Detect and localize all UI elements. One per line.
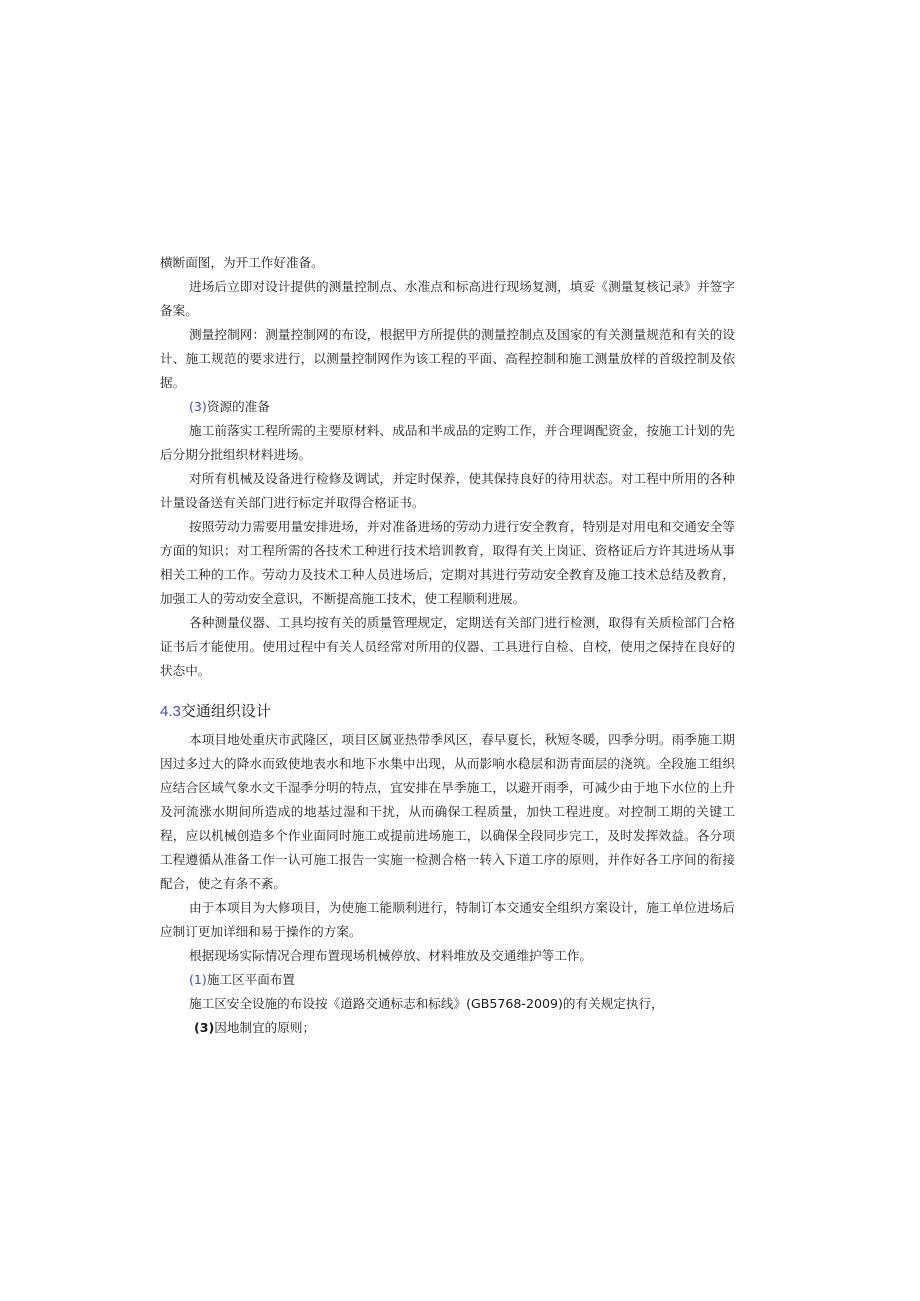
paragraph-survey-network: 测量控制网：测量控制网的布设，根据甲方所提供的测量控制点及国家的有关测量规范和有关的设计、施工规范的要求进行，以测量控制网作为该工程的平面、高程控制和施工测量放样的首级控制及依据。 — [160, 327, 735, 390]
sub-heading-number: (1) — [189, 972, 207, 987]
paragraph-major-repair: 由于本项目为大修项目，为使施工能顺利进行，特制订本交通安全组织方案设计，施工单位进场后应制订更加详细和易于操作的方案。 — [160, 900, 735, 939]
sub-heading-number: (3) — [194, 1020, 215, 1035]
paragraph-instruments: 各种测量仪器、工具均按有关的质量管理规定，定期送有关部门进行检测，取得有关质检部门合格证书后才能使用。使用过程中有关人员经常对所用的仪器、工具进行自检、自校，使用之保持在良好的状态中。 — [160, 615, 735, 678]
paragraph-labor: 按照劳动力需要用量安排进场，并对准备进场的劳动力进行安全教育，特别是对用电和交通安全等方面的知识；对工程所需的各技术工种进行技术培训教育，取得有关上岗证、资格证后方许其进场从事相关工种的工作。劳动力及技术工种人员进场后，定期对其进行劳动安全教育及施工技术总结及教育，加强工人的劳动安全意识，不断提高施工技术，使工程顺利进展。 — [160, 519, 735, 606]
paragraph-equipment: 对所有机械及设备进行检修及调试，并定时保养，使其保持良好的待用状态。对工程中所用的各种计量设备送有关部门进行标定并取得合格证书。 — [160, 471, 735, 510]
sub-heading-text: 资源的准备 — [206, 399, 270, 414]
section-title: 交通组织设计 — [180, 702, 271, 720]
section-heading — [160, 699, 735, 724]
document-page — [160, 251, 735, 1040]
sub-heading-resources — [160, 395, 735, 419]
sub-heading-text: 因地制宜的原则； — [214, 1020, 316, 1035]
paragraph-site-layout: 根据现场实际情况合理布置现场机械停放、材料堆放及交通维护等工作。 — [189, 948, 592, 963]
paragraph-continuation: 横断面图，为开工作好准备。 — [160, 255, 324, 270]
paragraph-project-overview: 本项目地处重庆市武隆区，项目区属亚热带季风区，春早夏长，秋短冬暖，四季分明。雨季施工期因过多过大的降水而致使地表水和地下水集中出现，从而影响水稳层和沥青面层的浇筑。全段施工组织应结合区域气象水文干湿季分明的特点，宜安排在旱季施工，以避开雨季，可减少由于地下水位的上升及河流涨水期间所造成的地基过湿和干扰，从而确保工程质量，加快工程进度。对控制工期的关键工程，应以机械创造多个作业面同时施工或提前进场施工，以确保全段同步完工，及时发挥效益。各分项工程遵循从准备工作一认可施工报告一实施一检测合格一转入下道工序的原则，并作好各工序间的衔接配合，使之有条不紊。 — [160, 732, 735, 891]
sub-heading-local-principle — [160, 1016, 735, 1040]
section-number: 4.3 — [160, 703, 181, 720]
sub-heading-construction-area — [160, 968, 735, 992]
paragraph-safety-facilities: 施工区安全设施的布设按《道路交通标志和标线》(GB5768-2009)的有关规定执行， — [189, 996, 664, 1011]
paragraph-survey-recheck: 进场后立即对设计提供的测量控制点、水准点和标高进行现场复测，填妥《测量复核记录》并签字备案。 — [160, 279, 735, 318]
paragraph-materials: 施工前落实工程所需的主要原材料、成品和半成品的定购工作，并合理调配资金，按施工计划的先后分期分批组织材料进场。 — [160, 423, 735, 462]
sub-heading-number: (3) — [189, 399, 207, 414]
sub-heading-text: 施工区平面布置 — [206, 972, 295, 987]
